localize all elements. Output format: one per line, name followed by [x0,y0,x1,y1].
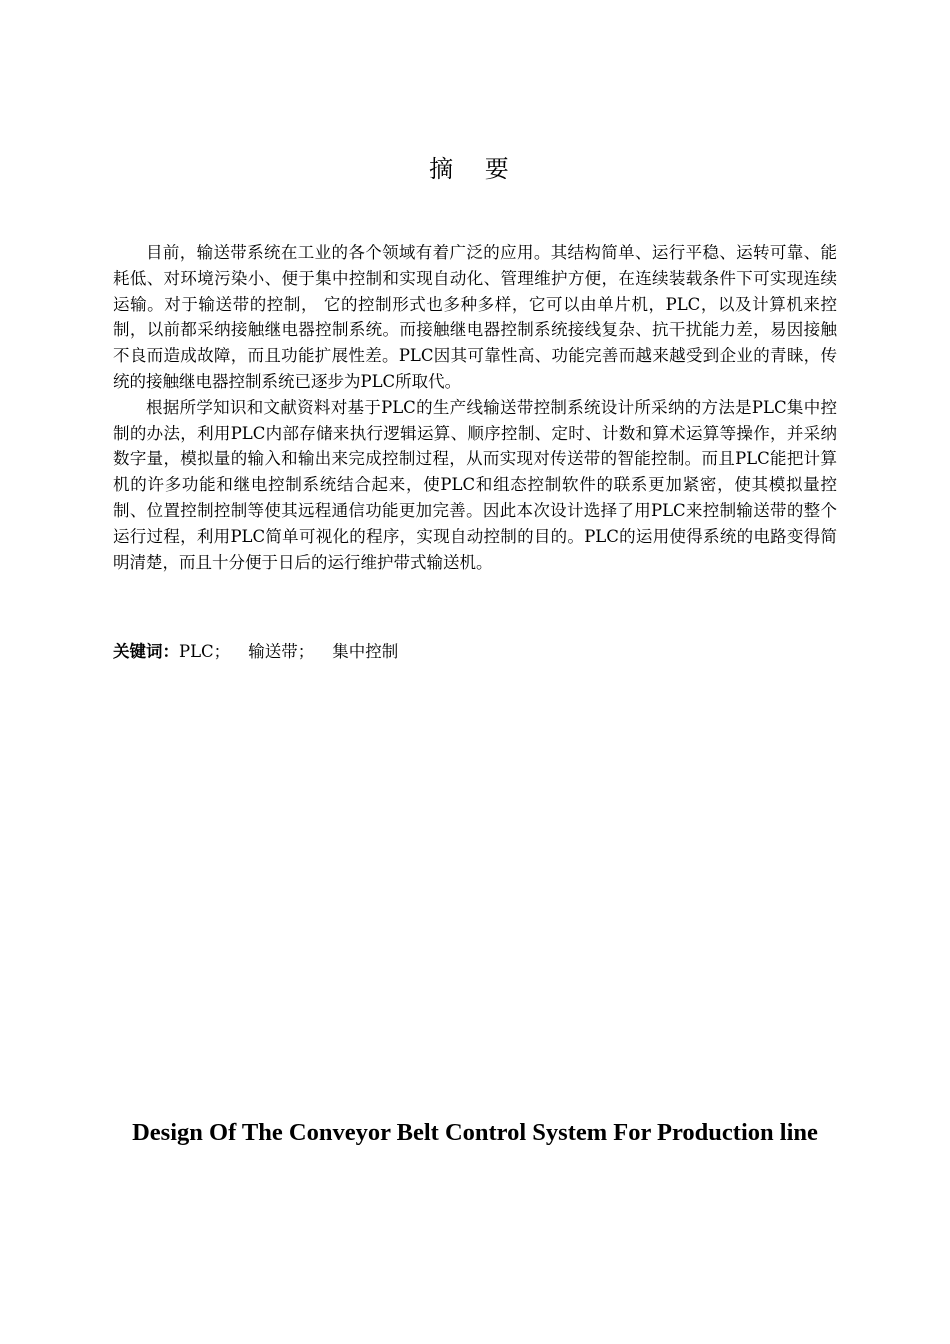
abstract-body [113,240,837,575]
keyword-3: 集中控制 [332,642,399,661]
abstract-title: 摘 要 [429,155,521,183]
english-title: Design Of The Conveyor Belt Control System For Production line [132,1119,818,1146]
abstract-paragraph-1: 目前，输送带系统在工业的各个领域有着广泛的应用。其结构简单、运行平稳、运转可靠、能耗低、对环境污染小、便于集中控制和实现自动化、管理维护方便，在连续装载条件下可实现连续运输。对于输送带的控制， 它的控制形式也多种多样，它可以由单片机，PLC，以及计算机来控制，以前都采纳接触继电器控制系统。而接触继电器控制系统接线复杂、抗干扰能力差，易因接触不良而造成故障，而且功能扩展性差。PLC因其可靠性高、功能完善而越来越受到企业的青睐，传统的接触继电器控制系统已逐步为PLC所取代。 [113,243,837,391]
keyword-2: 输送带； [248,642,315,661]
keyword-1: PLC； [179,642,231,661]
keywords-label: 关键词： [113,642,179,661]
keywords-line [113,640,837,664]
abstract-paragraph-2: 根据所学知识和文献资料对基于PLC的生产线输送带控制系统设计所采纳的方法是PLC集中控制的办法，利用PLC内部存储来执行逻辑运算、顺序控制、定时、计数和算术运算等操作，并采纳数字量，模拟量的输入和输出来完成控制过程，从而实现对传送带的智能控制。而且PLC能把计算机的许多功能和继电控制系统结合起来，使PLC和组态控制软件的联系更加紧密，使其模拟量控制、位置控制控制等使其远程通信功能更加完善。因此本次设计选择了用PLC来控制输送带的整个运行过程，利用PLC简单可视化的程序，实现自动控制的目的。PLC的运用使得系统的电路变得简明清楚，而且十分便于日后的运行维护带式输送机。 [113,397,837,572]
